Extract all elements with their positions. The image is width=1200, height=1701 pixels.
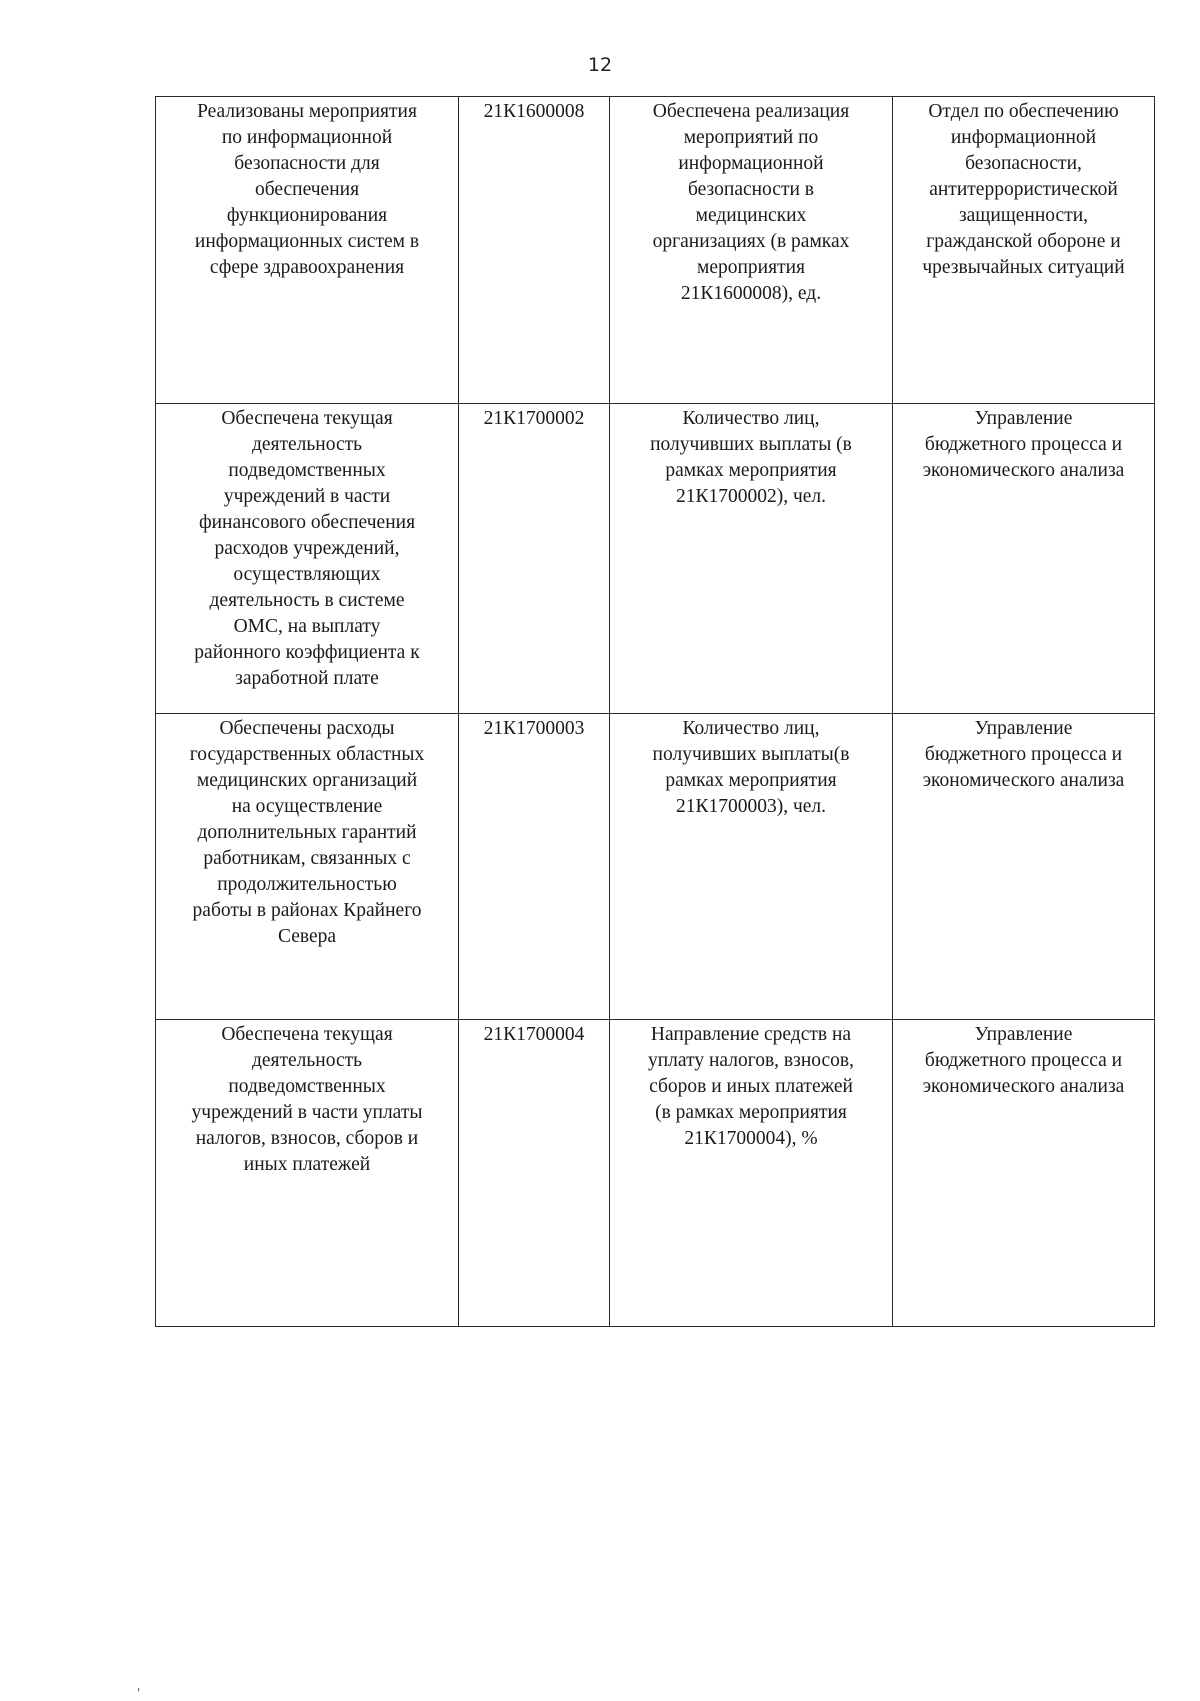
indicator-text: Количество лиц, получивших выплаты (в рамках мероприятия 21К1700002), чел. [650, 408, 852, 507]
result-text: Обеспечены расходы государственных областных медицинских организаций на осуществление дополнительных гарантий работникам, связанных с продолжительностью работы в районах Крайнего Севера [189, 718, 425, 947]
result-cell [156, 1020, 459, 1327]
code-text: 21К1700003 [483, 718, 585, 739]
indicator-text: Обеспечена реализация мероприятий по информационной безопасности в медицинских организациях (в рамках мероприятия 21К1600008), ед. [652, 101, 850, 304]
code-cell [459, 97, 610, 404]
responsible-text: Управление бюджетного процесса и экономического анализа [922, 408, 1125, 481]
corner-mark: ' [137, 1686, 141, 1700]
responsible-cell [893, 404, 1155, 714]
indicator-cell [610, 714, 893, 1020]
result-cell [156, 714, 459, 1020]
result-text: Реализованы мероприятия по информационной безопасности для обеспечения функционирования информационных систем в сфере здравоохранения [194, 101, 420, 278]
result-cell [156, 404, 459, 714]
code-text: 21К1600008 [483, 101, 585, 122]
code-text: 21К1700004 [483, 1024, 585, 1045]
responsible-text: Управление бюджетного процесса и экономического анализа [922, 1024, 1125, 1097]
code-text: 21К1700002 [483, 408, 585, 429]
indicator-text: Количество лиц, получивших выплаты(в рамках мероприятия 21К1700003), чел. [652, 718, 850, 817]
responsible-cell [893, 1020, 1155, 1327]
responsible-cell [893, 714, 1155, 1020]
code-cell [459, 404, 610, 714]
indicator-cell [610, 404, 893, 714]
code-cell [459, 1020, 610, 1327]
document-table [155, 96, 1155, 1327]
result-text: Обеспечена текущая деятельность подведомственных учреждений в части финансового обеспечения расходов учреждений, осуществляющих деятельность в системе ОМС, на выплату районного коэффициента к заработной плате [194, 408, 420, 689]
code-cell [459, 714, 610, 1020]
result-cell [156, 97, 459, 404]
responsible-cell [893, 97, 1155, 404]
table-row [156, 1020, 1155, 1327]
indicator-text: Направление средств на уплату налогов, взносов, сборов и иных платежей (в рамках мероприятия 21К1700004), % [648, 1024, 854, 1149]
table-row [156, 97, 1155, 404]
page-number: 12 [587, 54, 613, 76]
table-row [156, 714, 1155, 1020]
responsible-text: Отдел по обеспечению информационной безопасности, антитеррористической защищенности, гражданской обороне и чрезвычайных ситуаций [922, 101, 1125, 278]
table-row [156, 404, 1155, 714]
indicator-cell [610, 1020, 893, 1327]
indicator-cell [610, 97, 893, 404]
responsible-text: Управление бюджетного процесса и экономического анализа [922, 718, 1125, 791]
result-text: Обеспечена текущая деятельность подведомственных учреждений в части уплаты налогов, взносов, сборов и иных платежей [191, 1024, 423, 1175]
